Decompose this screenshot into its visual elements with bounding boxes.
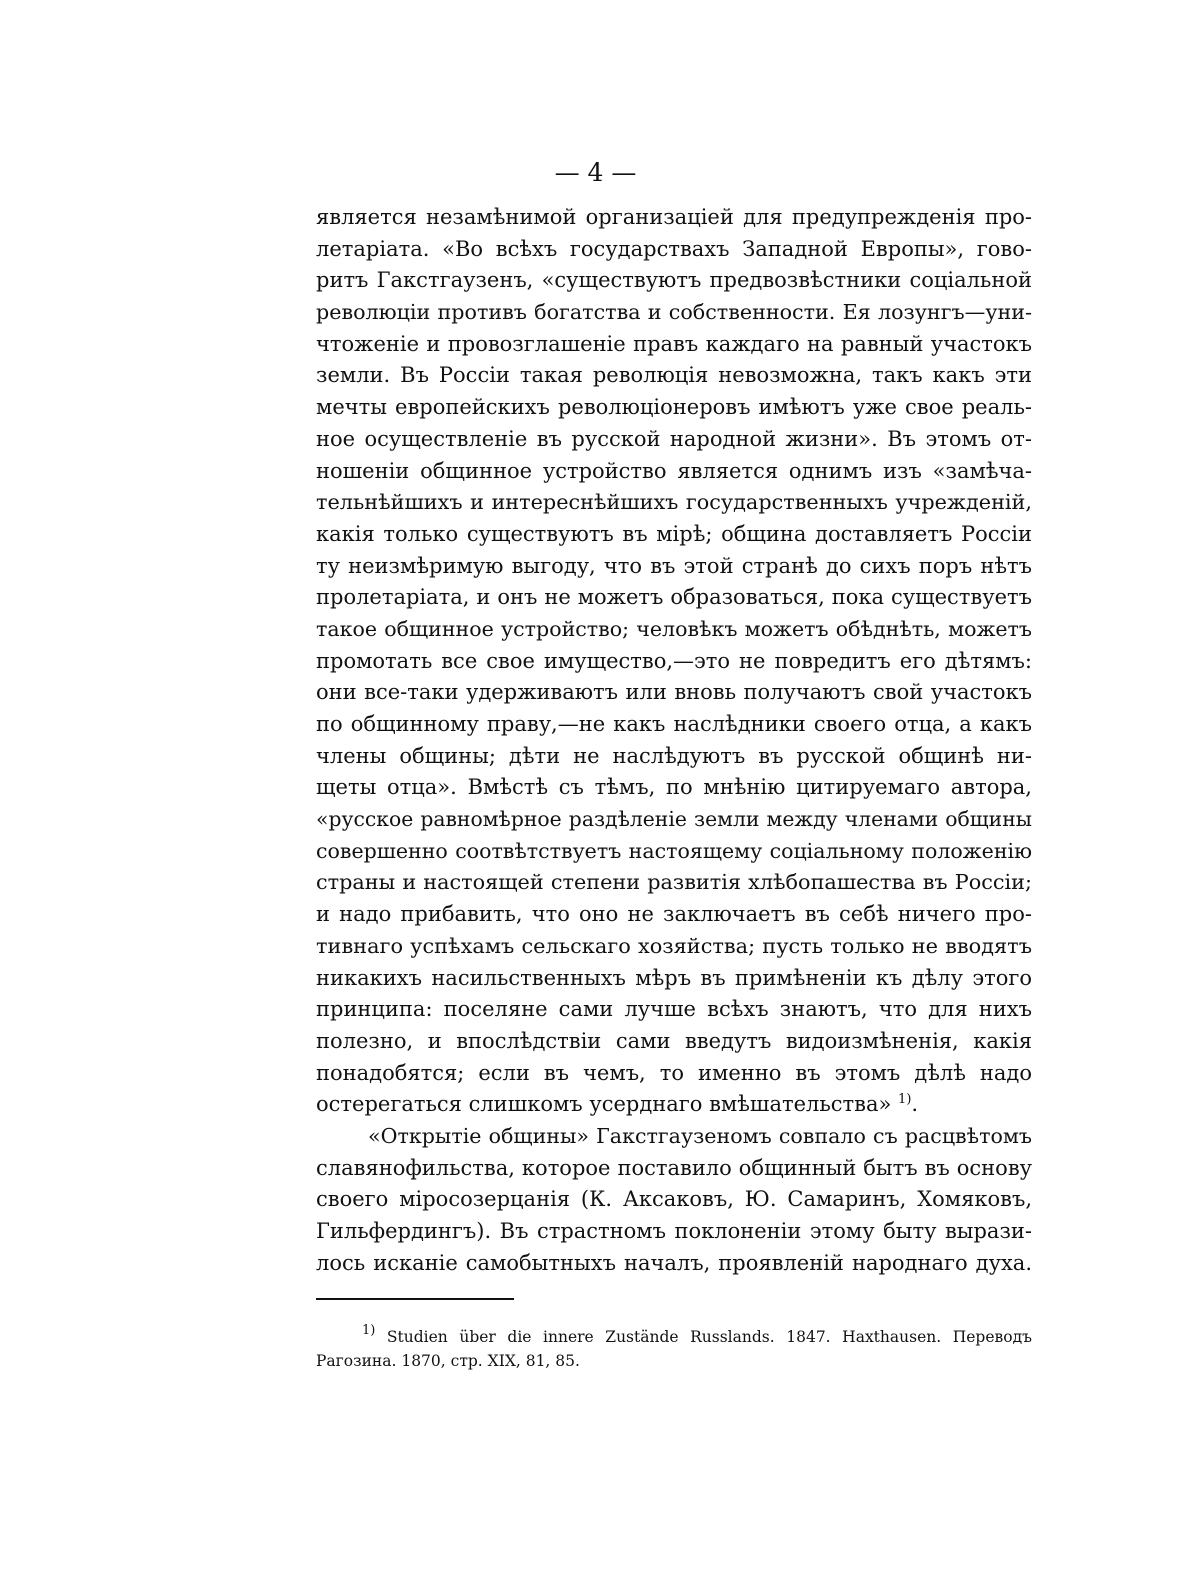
text-line: промотать все свое имущество,—это не повредитъ его дѣтямъ: — [316, 648, 1032, 673]
text-line: и надо прибавить, что оно не заключаетъ въ себѣ ничего про- — [316, 902, 1032, 927]
footnote-marker: 1) — [362, 1323, 376, 1338]
text-line: является незамѣнимой организаціей для предупрежденія про- — [316, 205, 1032, 229]
text-line: революціи противъ богатства и собственности. Ея лозунгъ—уни- — [316, 300, 1032, 325]
paragraph-1 — [316, 202, 1032, 1121]
text-line: летаріата. «Во всѣхъ государствахъ Западной Европы», гово- — [316, 236, 1032, 261]
text-line-last: остерегаться слишкомъ усерднаго вмѣшательства» $^{1)}$. — [316, 1092, 919, 1117]
text-line: ритъ Гакстгаузенъ, «существуютъ предвозвѣстники соціальной — [316, 268, 1032, 293]
footnote-text: Studien über die innere Zustände Russlands. 1847. Haxthausen. Переводъ — [386, 1328, 1032, 1346]
page-number: — 4 — — [554, 158, 637, 187]
text-line: совершенно соотвѣтствуетъ настоящему соціальному положенію — [316, 838, 1032, 863]
text-line: полезно, и впослѣдствіи сами введутъ видоизмѣненія, какія — [316, 1028, 1032, 1053]
text-line-content: остерегаться слишкомъ усерднаго вмѣшательства» — [316, 1092, 892, 1117]
footnote-divider — [316, 1298, 514, 1300]
footnote — [316, 1325, 1032, 1373]
footnote-reference[interactable]: 1) — [898, 1092, 912, 1108]
text-line: принципа: поселяне сами лучше всѣхъ знаютъ, что для нихъ — [316, 997, 1032, 1022]
text-line: Гильфердингъ). Въ страстномъ поклоненіи этому быту вырази- — [316, 1219, 1032, 1243]
text-line: понадобятся; если въ чемъ, то именно въ этомъ дѣлѣ надо — [316, 1060, 1032, 1085]
text-line: тивнаго успѣхамъ сельскаго хозяйства; пусть только не вводятъ — [316, 933, 1032, 958]
text-line: пролетаріата, и онъ не можетъ образоваться, пока существуетъ — [316, 585, 1032, 610]
text-line: своего міросозерцанія (К. Аксаковъ, Ю. Самаринъ, Хомяковъ, — [316, 1187, 1032, 1212]
text-line: славянофильства, которое поставило общинный бытъ въ основу — [316, 1155, 1032, 1180]
text-line: ту неизмѣримую выгоду, что въ этой странѣ до сихъ поръ нѣтъ — [316, 553, 1032, 578]
footnote-line: Рагозина. 1870, стр. XIX, 81, 85. — [316, 1352, 580, 1370]
text-line: земли. Въ Россіи такая революція невозможна, такъ какъ эти — [316, 363, 1032, 388]
text-line: «Открытіе общины» Гакстгаузеномъ совпало съ расцвѣтомъ — [368, 1123, 1032, 1148]
text-line: такое общинное устройство; человѣкъ можетъ обѣднѣть, можетъ — [316, 616, 1032, 641]
text-line: «русское равномѣрное раздѣленіе земли между членами общины — [316, 807, 1032, 832]
body-text — [316, 202, 1032, 1279]
text-line: ное осуществленіе въ русской народной жизни». Въ этомъ от- — [316, 426, 1032, 451]
text-line: тельнѣйшихъ и интереснѣйшихъ государственныхъ учрежденій, — [316, 490, 1032, 515]
paragraph-2 — [316, 1121, 1032, 1279]
text-line: они все-таки удерживаютъ или вновь получаютъ свой участокъ — [316, 680, 1032, 705]
text-line: чтоженіе и провозглашеніе правъ каждаго на равный участокъ — [316, 331, 1032, 356]
text-line: щеты отца». Вмѣстѣ съ тѣмъ, по мнѣнію цитируемаго автора, — [316, 775, 1032, 800]
text-line: по общинному праву,—не какъ наслѣдники своего отца, а какъ — [316, 712, 1032, 736]
text-line: мечты европейскихъ революціонеровъ имѣютъ уже свое реаль- — [316, 395, 1032, 420]
text-line: лось исканіе самобытныхъ началъ, проявленій народнаго духа. — [316, 1250, 1032, 1275]
text-line: члены общины; дѣти не наслѣдуютъ въ русской общинѣ ни- — [316, 743, 1032, 768]
text-line: никакихъ насильственныхъ мѣръ въ примѣненіи къ дѣлу этого — [316, 965, 1032, 990]
text-line: какія только существуютъ въ мірѣ; община доставляетъ Россіи — [316, 521, 1032, 546]
text-line: страны и настоящей степени развитія хлѣбопашества въ Россіи; — [316, 870, 1032, 895]
text-line: ношеніи общинное устройство является однимъ изъ «замѣча- — [316, 458, 1032, 483]
footnote-line — [316, 1325, 1032, 1349]
